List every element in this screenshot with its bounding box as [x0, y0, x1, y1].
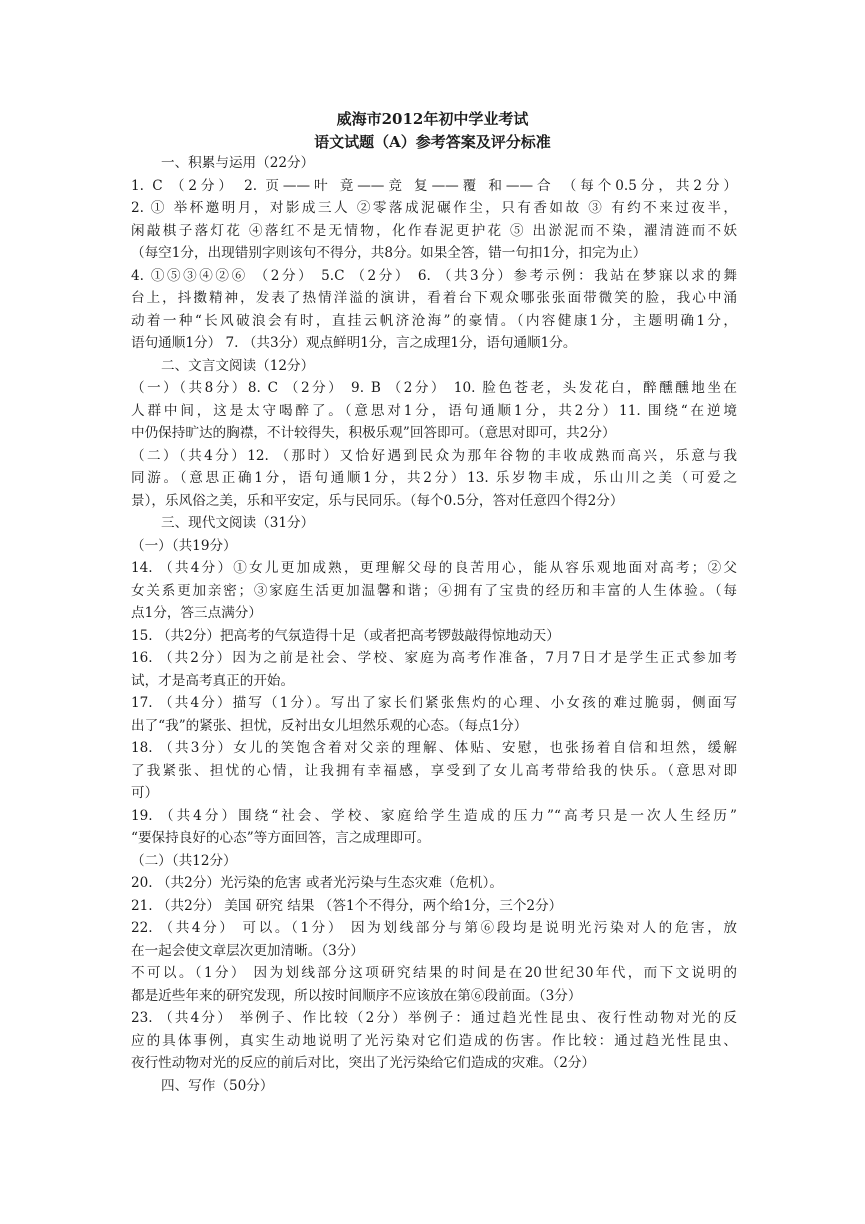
text-line: 14. （共4分）①女儿更加成熟，更理解父母的良苦用心，能从容乐观地面对高考；②父 [131, 560, 737, 576]
document-subtitle: 语文试题（A）参考答案及评分标准 [314, 133, 551, 151]
text-line: 1. C （2分） 2. 页——叶 竟——竞 复——覆 和——合 （每个0.5分，共2分） [131, 177, 737, 194]
text-line: 了我紧张、担忧的心情，让我拥有幸福感，享受到了女儿高考带给我的快乐。（意思对即 [131, 762, 737, 779]
text-line: 不可以。（1分） 因为划线部分这项研究结果的时间是在20世纪30年代，而下文说明的 [131, 965, 737, 981]
text-line: 在一起会使文章层次更加清晰。（3分） [131, 942, 364, 959]
text-line: 都是近些年来的研究发现，所以按时间顺序不应该放在第⑥段前面。（3分） [131, 987, 582, 1004]
answer-body [131, 152, 737, 1097]
text-line: 2. ① 举杯邀明月，对影成三人 ②零落成泥碾作尘，只有香如故 ③ 有约不来过夜半， [131, 200, 737, 216]
section-heading: 三、现代文阅读（31分） [161, 515, 315, 531]
text-line: 语句通顺1分） 7. （共3分）观点鲜明1分，言之成理1分，语句通顺1分。 [131, 335, 577, 351]
text-line: 中仍保持旷达的胸襟，不计较得失，积极乐观”回答即可。（意思对即可，共2分） [131, 425, 616, 441]
text-line: 人群中间，这是太守喝醉了。（意思对1分，语句通顺1分，共2分）11. 围绕“在逆境 [131, 402, 737, 419]
text-line: 景），乐风俗之美，乐和平安定，乐与民同乐。（每个0.5分，答对任意四个得2分） [131, 492, 624, 509]
text-line: 点1分，答三点满分） [131, 605, 262, 621]
text-line: （一）（共8分）8. C （2分） 9. B （2分） 10. 脸色苍老，头发花白，醉醺醺地坐在 [131, 380, 737, 396]
text-line: 18. （共3分）女儿的笑饱含着对父亲的理解、体贴、安慰，也张扬着自信和坦然，缓解 [131, 740, 737, 756]
text-line: 台上，抖擞精神，发表了热情洋溢的演讲，看着台下观众哪张张面带微笑的脸，我心中涌 [131, 290, 737, 306]
text-line: 同游。（意思正确1分，语句通顺1分，共2分）13. 乐岁物丰成，乐山川之美（可爱之 [131, 470, 737, 486]
text-line: 4. ①⑤③④②⑥ （2分） 5.C （2分） 6. （共3分）参考示例：我站在梦寐以求的舞 [131, 267, 737, 284]
section-heading: 一、积累与运用（22分） [161, 155, 315, 171]
text-line: “要保持良好的心态”等方面回答，言之成理即可。 [131, 830, 431, 846]
text-line: （一）（共19分） [131, 537, 237, 554]
text-line: 22. （共4分） 可以。（1分） 因为划线部分与第⑥段均是说明光污染对人的危害，放 [131, 920, 737, 936]
text-line: 21. （共2分） 美国 研究 结果 （答1个不得分，两个给1分，三个2分） [131, 897, 563, 914]
text-line: （每空1分，出现错别字则该句不得分，共8分。如果全答，错一句扣1分，扣完为止） [131, 245, 647, 261]
text-line: 闲敲棋子落灯花 ④落红不是无情物，化作春泥更护花 ⑤ 出淤泥而不染，濯清涟而不妖 [131, 222, 737, 239]
text-line: 16. （共2分）因为之前是社会、学校、家庭为高考作准备，7月7日才是学生正式参加考 [131, 650, 737, 666]
text-line: 19. （共4分）围绕“社会、学校、家庭给学生造成的压力”“高考只是一次人生经历” [131, 807, 737, 824]
text-line: 可） [131, 785, 159, 801]
section-heading: 二、文言文阅读（12分） [161, 357, 315, 374]
text-line: 试，才是高考真正的开始。 [131, 672, 295, 689]
text-line: 15. （共2分）把高考的气氛造得十足（或者把高考锣鼓敲得惊地动天） [131, 627, 560, 644]
text-line: （二）（共12分） [131, 852, 237, 869]
text-line: 出了“我”的紧张、担忧，反衬出女儿坦然乐观的心态。（每点1分） [131, 717, 528, 734]
text-line: 夜行性动物对光的反应的前后对比，突出了光污染给它们造成的灾难。（2分） [131, 1055, 596, 1071]
document-title: 威海市2012年初中学业考试 [336, 110, 529, 128]
text-line: 20. （共2分）光污染的危害 或者光污染与生态灾难（危机）。 [131, 875, 503, 891]
text-line: 女关系更加亲密；③家庭生活更加温馨和谐；④拥有了宝贵的经历和丰富的人生体验。（每 [131, 582, 737, 599]
text-line: 应的具体事例，真实生动地说明了光污染对它们造成的伤害。作比较：通过趋光性昆虫、 [131, 1032, 737, 1049]
text-line: 动着一种“长风破浪会有时，直挂云帆济沧海”的豪情。（内容健康1分，主题明确1分， [131, 312, 737, 329]
text-line: 23. （共4分） 举例子、作比较（2分）举例子：通过趋光性昆虫、夜行性动物对光的反 [131, 1010, 737, 1026]
section-heading: 四、写作（50分） [161, 1077, 274, 1094]
text-line: （二）（共4分）12. （那时）又恰好遇到民众为那年谷物的丰收成熟而高兴，乐意与我 [131, 447, 737, 464]
text-line: 17. （共4分）描写（1分）。写出了家长们紧张焦灼的心理、小女孩的难过脆弱，侧面写 [131, 695, 737, 711]
